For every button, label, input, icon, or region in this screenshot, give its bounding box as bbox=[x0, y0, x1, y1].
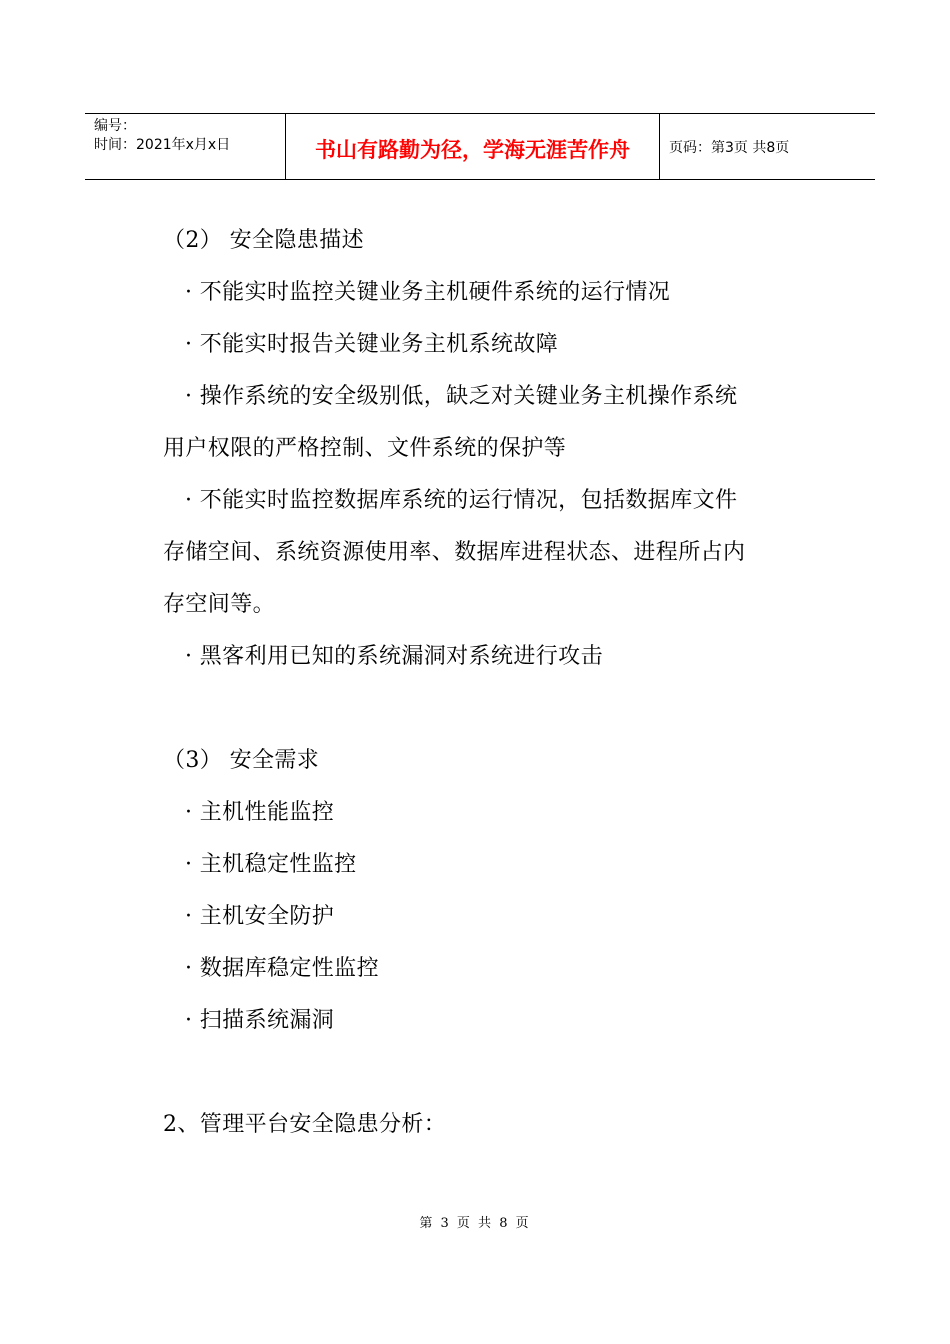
header-page-info: 页码：第3页 共8页 bbox=[669, 139, 790, 156]
spacer bbox=[163, 683, 803, 735]
header-meta bbox=[85, 114, 286, 179]
page-footer: 第 3 页 共 8 页 bbox=[419, 1216, 531, 1231]
list-item: · 主机稳定性监控 bbox=[185, 852, 357, 877]
list-item-continuation: 存空间等。 bbox=[163, 592, 276, 617]
document-date: 时间：2021年x月x日 bbox=[94, 137, 231, 153]
document-body bbox=[163, 215, 803, 1151]
list-item: · 不能实时监控数据库系统的运行情况，包括数据库文件 bbox=[185, 488, 738, 513]
list-item: · 主机安全防护 bbox=[185, 904, 335, 929]
list-item-continuation: 存储空间、系统资源使用率、数据库进程状态、进程所占内 bbox=[163, 540, 746, 565]
spacer bbox=[163, 1047, 803, 1099]
list-item: · 主机性能监控 bbox=[185, 800, 335, 825]
list-item: · 不能实时监控关键业务主机硬件系统的运行情况 bbox=[185, 280, 671, 305]
document-header bbox=[85, 113, 875, 180]
document-number-label: 编号： bbox=[94, 118, 136, 134]
list-item-continuation: 用户权限的严格控制、文件系统的保护等 bbox=[163, 436, 567, 461]
list-item: · 操作系统的安全级别低，缺乏对关键业务主机操作系统 bbox=[185, 384, 738, 409]
main-section-heading: 2、管理平台安全隐患分析： bbox=[163, 1112, 447, 1137]
list-item: · 不能实时报告关键业务主机系统故障 bbox=[185, 332, 559, 357]
header-motto: 书山有路勤为径，学海无涯苦作舟 bbox=[286, 114, 660, 179]
list-item: · 黑客利用已知的系统漏洞对系统进行攻击 bbox=[185, 644, 603, 669]
section-heading: （2） 安全隐患描述 bbox=[163, 228, 364, 253]
section-heading: （3） 安全需求 bbox=[163, 748, 320, 773]
list-item: · 扫描系统漏洞 bbox=[185, 1008, 335, 1033]
list-item: · 数据库稳定性监控 bbox=[185, 956, 379, 981]
